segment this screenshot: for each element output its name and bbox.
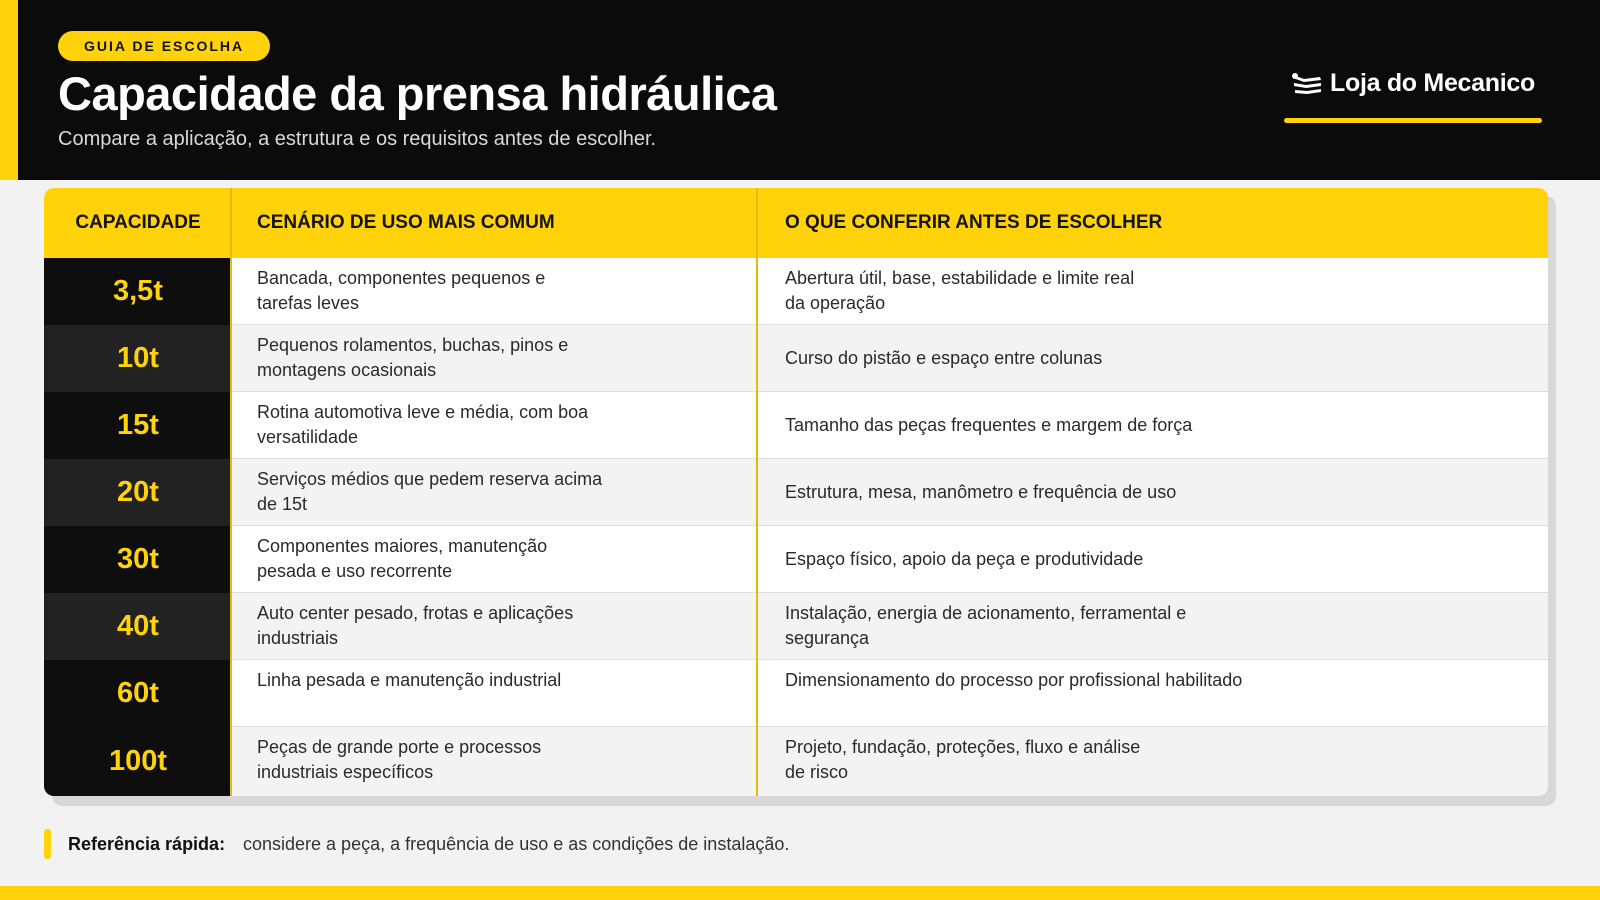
table-row xyxy=(44,258,1548,325)
note-accent-bar xyxy=(44,829,51,859)
table-row xyxy=(44,727,1548,796)
brand-underline xyxy=(1284,118,1542,123)
column-divider xyxy=(230,188,232,796)
check-cell: Espaço físico, apoio da peça e produtividade xyxy=(785,549,1144,569)
check-cell: Dimensionamento do processo por profissional habilitado xyxy=(785,670,1243,690)
capacity-table xyxy=(44,188,1548,796)
scenario-cell: Pequenos rolamentos, buchas, pinos e montagens ocasionais xyxy=(257,335,569,380)
check-cell: Estrutura, mesa, manômetro e frequência de uso xyxy=(785,482,1177,502)
capacity-cell: 60t xyxy=(44,660,232,727)
table-row xyxy=(44,593,1548,660)
scenario-cell: Bancada, componentes pequenos e tarefas leves xyxy=(257,268,546,313)
capacity-cell: 10t xyxy=(44,325,232,392)
table-row xyxy=(44,392,1548,459)
capacity-cell: 15t xyxy=(44,392,232,459)
check-cell: Instalação, energia de acionamento, ferramental e segurança xyxy=(785,603,1187,648)
header-capacity: CAPACIDADE xyxy=(75,212,201,233)
check-cell: Projeto, fundação, proteções, fluxo e análise de risco xyxy=(785,737,1141,782)
capacity-cell: 100t xyxy=(44,727,232,796)
scenario-cell: Auto center pesado, frotas e aplicações industriais xyxy=(257,603,574,648)
column-divider xyxy=(756,188,758,796)
header-check: O QUE CONFERIR ANTES DE ESCOLHER xyxy=(785,212,1163,233)
brand-logo xyxy=(1290,66,1535,100)
scenario-cell: Peças de grande porte e processos industriais específicos xyxy=(257,737,542,782)
header-accent-stripe xyxy=(0,0,18,180)
check-cell: Abertura útil, base, estabilidade e limite real da operação xyxy=(785,268,1135,313)
wrench-logo-icon xyxy=(1290,69,1324,97)
page-subtitle: Compare a aplicação, a estrutura e os requisitos antes de escolher. xyxy=(58,128,657,150)
capacity-cell: 30t xyxy=(44,526,232,593)
scenario-cell: Componentes maiores, manutenção pesada e uso recorrente xyxy=(257,536,548,581)
check-cell: Tamanho das peças frequentes e margem de força xyxy=(785,415,1193,435)
table-row xyxy=(44,660,1548,727)
capacity-cell: 40t xyxy=(44,593,232,660)
table-row xyxy=(44,325,1548,392)
capacity-cell: 3,5t xyxy=(44,258,232,325)
table-header xyxy=(44,188,1548,258)
scenario-cell: Rotina automotiva leve e média, com boa versatilidade xyxy=(257,402,589,447)
check-cell: Curso do pistão e espaço entre colunas xyxy=(785,348,1103,368)
header xyxy=(0,0,1600,180)
note-label: Referência rápida: xyxy=(68,834,226,854)
note-text: considere a peça, a frequência de uso e as condições de instalação. xyxy=(243,834,790,854)
page-title: Capacidade da prensa hidráulica xyxy=(58,67,777,120)
header-scenario: CENÁRIO DE USO MAIS COMUM xyxy=(257,212,555,233)
scenario-cell: Linha pesada e manutenção industrial xyxy=(257,670,562,690)
capacity-cell: 20t xyxy=(44,459,232,526)
bottom-accent-stripe xyxy=(0,886,1600,900)
scenario-cell: Serviços médios que pedem reserva acima de 15t xyxy=(257,469,603,514)
brand-name: Loja do Mecanico xyxy=(1330,68,1535,97)
table-row xyxy=(44,459,1548,526)
category-tag: GUIA DE ESCOLHA xyxy=(58,31,270,61)
table-row xyxy=(44,526,1548,593)
